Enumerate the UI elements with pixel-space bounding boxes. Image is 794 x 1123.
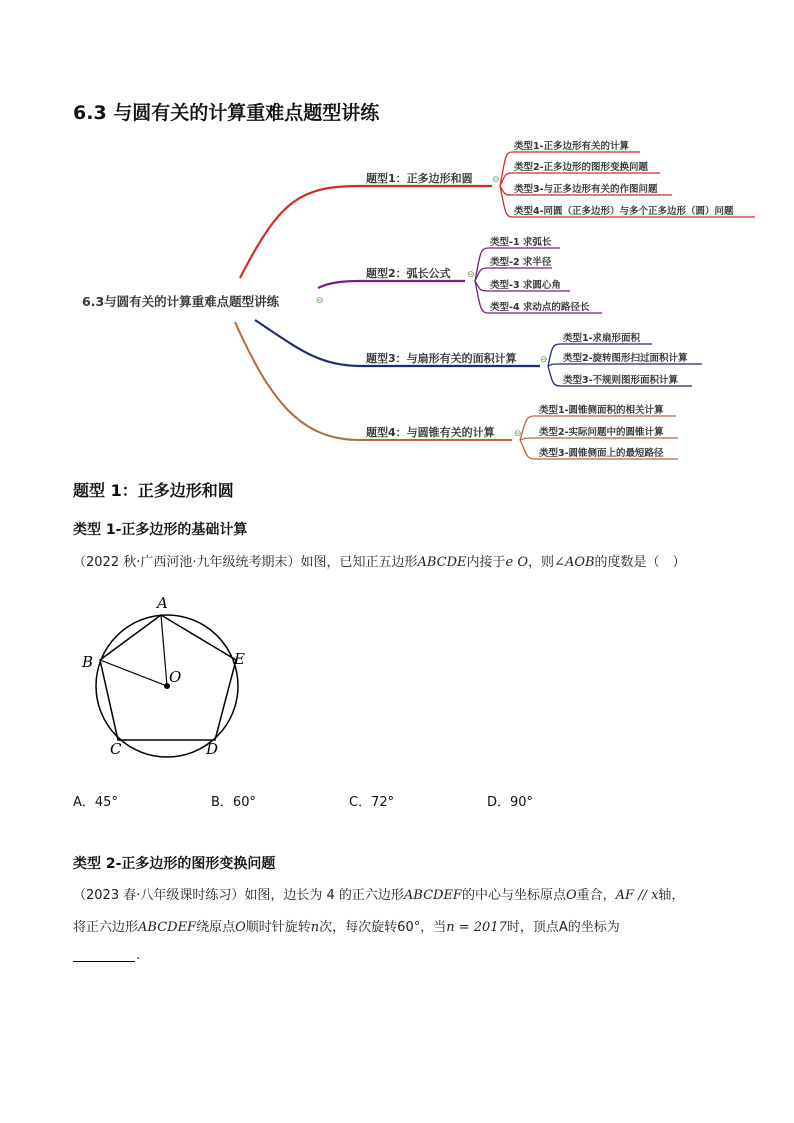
leaf-2-3: 类型-3 求圆心角 bbox=[490, 280, 561, 291]
leaf-3-3: 类型3-不规则图形面积计算 bbox=[563, 375, 679, 386]
leaf-4-2: 类型2-实际问题中的圆锥计算 bbox=[539, 427, 664, 438]
option-d[interactable]: D．90° bbox=[487, 795, 534, 810]
subsection-heading-1: 类型 1-正多边形的基础计算 bbox=[73, 522, 248, 538]
q1-poly: ABCDE bbox=[417, 555, 467, 570]
leaf-1-1: 类型1-正多边形有关的计算 bbox=[514, 141, 630, 152]
option-b[interactable]: B．60° bbox=[211, 795, 256, 810]
leaf-2-4: 类型-4 求动点的路径长 bbox=[490, 302, 590, 313]
label-o: O bbox=[169, 668, 182, 686]
branch-curve-1 bbox=[240, 186, 492, 278]
page-title: 6.3 与圆有关的计算重难点题型讲练 bbox=[73, 102, 380, 124]
subsection-heading-2: 类型 2-正多边形的图形变换问题 bbox=[73, 856, 276, 872]
branch-curve-4 bbox=[235, 322, 512, 440]
collapse-icon: ⊖ bbox=[316, 296, 324, 306]
leaf-1-2: 类型2-正多边形的图形变换问题 bbox=[514, 162, 649, 173]
label-e: E bbox=[234, 650, 245, 668]
q1-circle: e O bbox=[505, 555, 529, 570]
label-a: A bbox=[157, 594, 168, 612]
mindmap-root: 6.3与圆有关的计算重难点题型讲练 bbox=[82, 294, 280, 309]
leaf-1-4: 类型4-同圆（正多边形）与多个正多边形（圆）问题 bbox=[514, 206, 734, 217]
branch-label-2: 题型2：弧长公式 bbox=[366, 267, 451, 280]
branch-label-1: 题型1：正多边形和圆 bbox=[366, 172, 473, 185]
question-2-line-2: 将正六边形ABCDEF绕原点O顺时针旋转n次，每次旋转60°，当n = 2017时，顶点A的坐标为 bbox=[73, 920, 620, 935]
label-b: B bbox=[82, 653, 94, 671]
q1-mid2: ，则 bbox=[528, 555, 555, 570]
leaf-3-2: 类型2-旋转图形扫过面积计算 bbox=[563, 353, 688, 364]
label-d: D bbox=[206, 740, 219, 758]
collapse-icon: ⊖ bbox=[492, 175, 500, 185]
question-2-line-1: （2023 春·八年级课时练习）如图，边长为 4 的正六边形ABCDEF的中心与坐标原点O重合，AF // x轴， bbox=[73, 888, 685, 903]
q1-prefix: （2022 秋·广西河池·九年级统考期末）如图，已知正五边形 bbox=[73, 555, 418, 570]
collapse-icon: ⊖ bbox=[467, 270, 475, 280]
question-1-text bbox=[73, 551, 686, 570]
segment-ob bbox=[100, 660, 167, 686]
branch-curve-2 bbox=[318, 281, 465, 288]
leaf-2-1: 类型-1 求弧长 bbox=[490, 237, 552, 248]
option-a[interactable]: A．45° bbox=[73, 795, 118, 810]
section-heading: 题型 1：正多边形和圆 bbox=[73, 481, 234, 500]
label-c: C bbox=[110, 740, 122, 758]
leaf-1-3: 类型3-与正多边形有关的作图问题 bbox=[514, 184, 658, 195]
q1-angle: ∠AOB bbox=[554, 555, 595, 570]
answer-blank[interactable] bbox=[73, 960, 135, 962]
leaf-4-1: 类型1-圆锥侧面积的相关计算 bbox=[539, 405, 664, 416]
mindmap bbox=[0, 0, 794, 470]
branch-label-4: 题型4：与圆锥有关的计算 bbox=[366, 426, 495, 439]
segment-oa bbox=[161, 615, 167, 686]
collapse-icon: ⊖ bbox=[540, 355, 548, 365]
pentagon-figure bbox=[78, 590, 253, 765]
option-c[interactable]: C．72° bbox=[349, 795, 395, 810]
q1-mid: 内接于 bbox=[466, 555, 506, 570]
collapse-icon: ⊖ bbox=[514, 429, 522, 439]
branch-label-3: 题型3：与扇形有关的面积计算 bbox=[366, 352, 517, 365]
leaf-2-2: 类型-2 求半径 bbox=[490, 257, 552, 268]
q1-suffix: 的度数是（ ） bbox=[594, 555, 686, 570]
leaf-3-1: 类型1-求扇形面积 bbox=[563, 333, 641, 344]
leaf-4-3: 类型3-圆锥侧面上的最短路径 bbox=[539, 448, 664, 459]
question-2-end: . bbox=[136, 948, 141, 963]
